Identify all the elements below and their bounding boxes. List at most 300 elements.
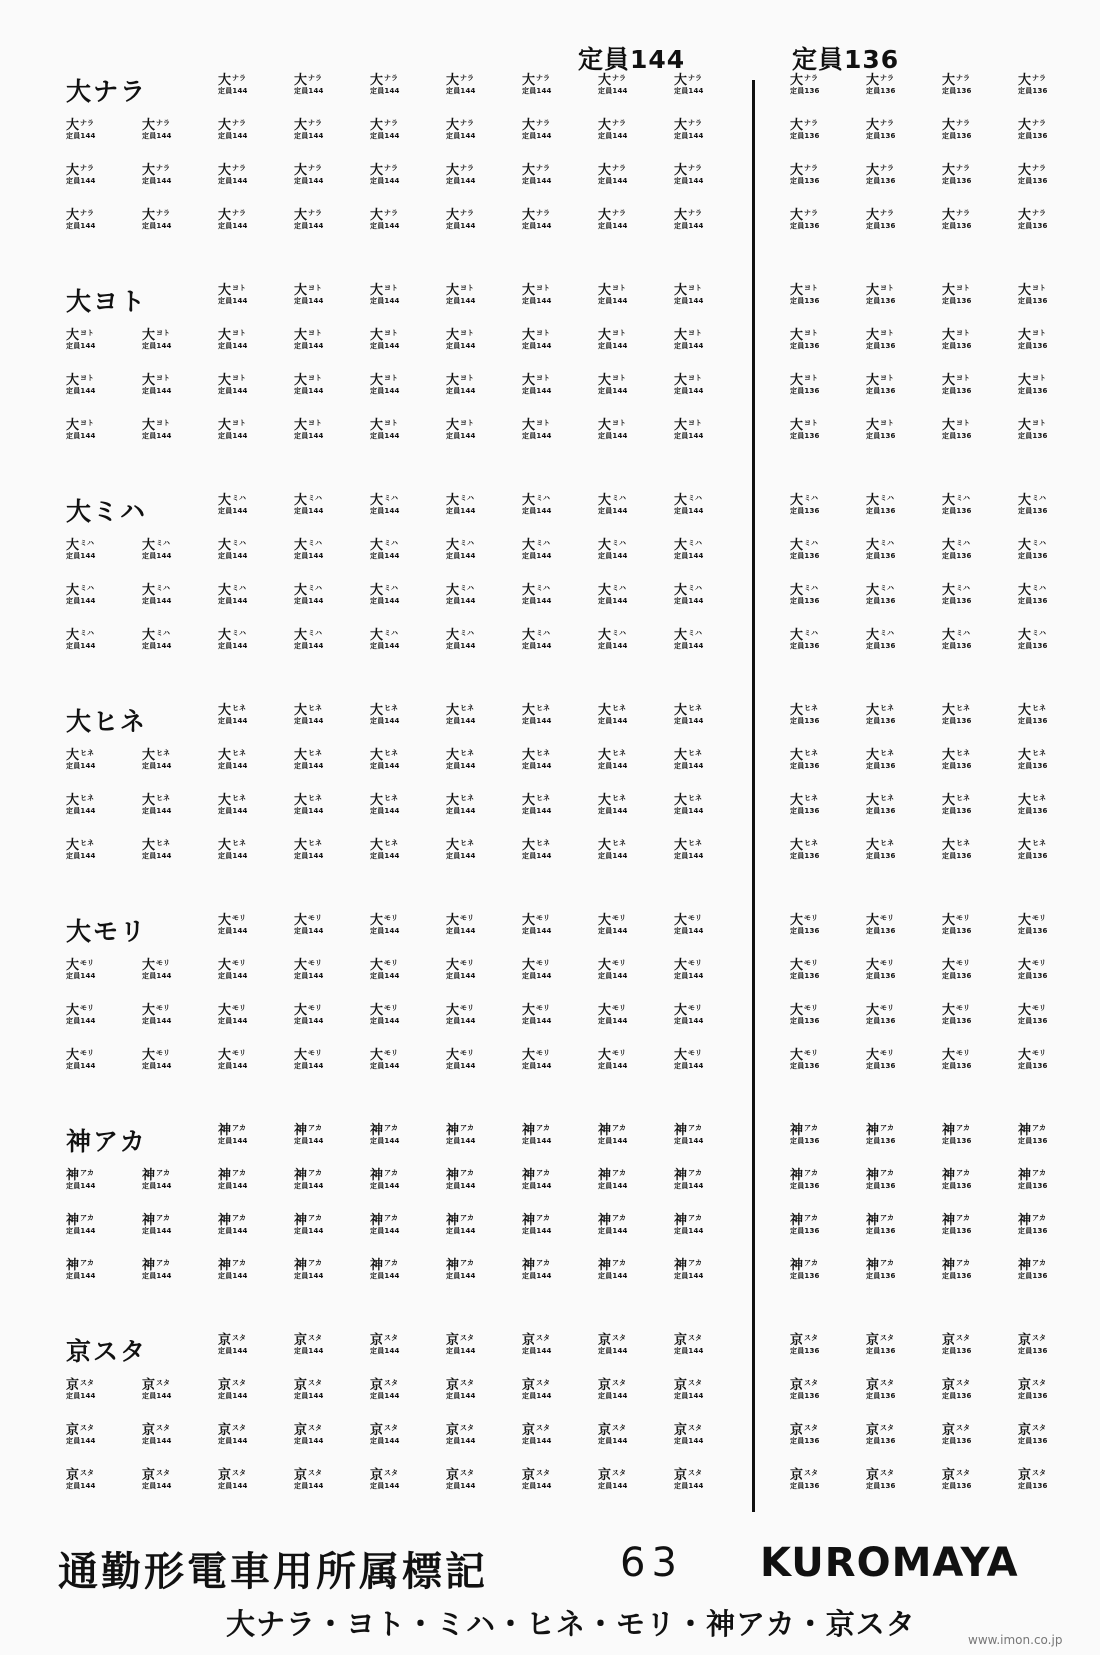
mark-kanji: 大 xyxy=(142,838,156,853)
mark-kana: ナラ xyxy=(308,164,323,172)
mark-kana: ヨト xyxy=(804,419,819,427)
mark-kana: ナラ xyxy=(308,209,323,217)
mark-capacity: 定員136 xyxy=(790,717,820,725)
mark-kana: アカ xyxy=(232,1169,246,1177)
depot-mark xyxy=(1018,1004,1068,1030)
depot-mark xyxy=(218,74,268,100)
mark-capacity: 定員136 xyxy=(942,642,972,650)
depot-mark xyxy=(674,374,724,400)
mark-kanji: 京 xyxy=(866,1378,880,1393)
mark-capacity: 定員136 xyxy=(866,297,896,305)
mark-capacity: 定員144 xyxy=(142,1272,172,1280)
depot-mark xyxy=(866,839,916,865)
mark-kanji: 大 xyxy=(942,208,956,223)
mark-kana: スタ xyxy=(384,1424,399,1432)
mark-kana: ヨト xyxy=(384,329,399,337)
depot-mark xyxy=(790,74,840,100)
mark-capacity: 定員144 xyxy=(598,1137,628,1145)
mark-capacity: 定員144 xyxy=(674,552,704,560)
mark-capacity: 定員136 xyxy=(866,222,896,230)
mark-capacity: 定員144 xyxy=(66,1227,96,1235)
mark-capacity: 定員144 xyxy=(294,1347,324,1355)
mark-kanji: 大 xyxy=(446,748,460,763)
mark-capacity: 定員144 xyxy=(370,432,400,440)
mark-capacity: 定員144 xyxy=(66,387,96,395)
mark-kana: ヒネ xyxy=(460,704,475,712)
depot-mark xyxy=(942,1469,992,1495)
depot-mark xyxy=(942,794,992,820)
depot-mark xyxy=(522,794,572,820)
mark-kanji: 大 xyxy=(1018,73,1032,88)
mark-kanji: 大 xyxy=(1018,208,1032,223)
mark-capacity: 定員144 xyxy=(218,132,248,140)
mark-capacity: 定員144 xyxy=(66,972,96,980)
mark-kanji: 京 xyxy=(218,1378,232,1393)
mark-capacity: 定員144 xyxy=(370,972,400,980)
mark-kana: ミハ xyxy=(688,494,703,502)
mark-kanji: 大 xyxy=(790,328,804,343)
depot-mark xyxy=(522,1259,572,1285)
depot-mark xyxy=(142,1379,192,1405)
mark-kanji: 大 xyxy=(598,958,612,973)
depot-mark xyxy=(674,629,724,655)
mark-kana: ミハ xyxy=(384,629,399,637)
depot-mark xyxy=(598,794,648,820)
mark-kana: ナラ xyxy=(956,74,971,82)
mark-kana: ヒネ xyxy=(232,704,247,712)
depot-mark xyxy=(218,1049,268,1075)
mark-capacity: 定員136 xyxy=(942,222,972,230)
mark-kana: モリ xyxy=(956,959,971,967)
depot-mark xyxy=(866,1214,916,1240)
depot-mark xyxy=(294,1049,344,1075)
depot-mark xyxy=(370,959,420,985)
mark-kanji: 大 xyxy=(942,493,956,508)
mark-kanji: 神 xyxy=(218,1213,232,1228)
mark-kanji: 神 xyxy=(522,1258,536,1273)
mark-kanji: 大 xyxy=(142,793,156,808)
mark-capacity: 定員144 xyxy=(218,927,248,935)
mark-kana: ヨト xyxy=(536,374,551,382)
mark-kanji: 京 xyxy=(446,1378,460,1393)
mark-capacity: 定員144 xyxy=(674,852,704,860)
depot-mark xyxy=(370,164,420,190)
mark-kana: ヨト xyxy=(688,284,703,292)
mark-capacity: 定員136 xyxy=(790,552,820,560)
mark-capacity: 定員144 xyxy=(370,1017,400,1025)
mark-kanji: 大 xyxy=(446,583,460,598)
mark-kanji: 大 xyxy=(294,913,308,928)
mark-capacity: 定員144 xyxy=(218,507,248,515)
mark-kana: アカ xyxy=(308,1169,322,1177)
mark-kana: ナラ xyxy=(536,209,551,217)
depot-mark xyxy=(1018,209,1068,235)
mark-capacity: 定員136 xyxy=(790,1017,820,1025)
depot-mark xyxy=(218,584,268,610)
depot-mark xyxy=(370,284,420,310)
depot-mark xyxy=(942,1424,992,1450)
mark-kanji: 京 xyxy=(446,1333,460,1348)
mark-kana: アカ xyxy=(612,1259,626,1267)
mark-kanji: 大 xyxy=(942,913,956,928)
mark-kana: アカ xyxy=(880,1214,894,1222)
mark-kana: ヨト xyxy=(688,374,703,382)
depot-mark xyxy=(446,74,496,100)
mark-kanji: 大 xyxy=(1018,838,1032,853)
mark-capacity: 定員144 xyxy=(598,927,628,935)
mark-kanji: 大 xyxy=(598,838,612,853)
mark-kana: スタ xyxy=(156,1469,171,1477)
mark-capacity: 定員144 xyxy=(370,1392,400,1400)
mark-capacity: 定員144 xyxy=(370,87,400,95)
mark-kana: モリ xyxy=(536,959,551,967)
mark-capacity: 定員144 xyxy=(370,132,400,140)
depot-mark xyxy=(522,1424,572,1450)
mark-kana: ミハ xyxy=(232,584,247,592)
depot-mark xyxy=(142,959,192,985)
mark-kanji: 大 xyxy=(942,418,956,433)
depot-mark xyxy=(142,1049,192,1075)
mark-capacity: 定員144 xyxy=(218,1227,248,1235)
mark-capacity: 定員144 xyxy=(522,132,552,140)
depot-mark xyxy=(790,284,840,310)
mark-capacity: 定員144 xyxy=(370,342,400,350)
depot-mark xyxy=(446,164,496,190)
mark-capacity: 定員144 xyxy=(294,642,324,650)
mark-kanji: 京 xyxy=(66,1378,80,1393)
mark-capacity: 定員144 xyxy=(522,222,552,230)
group-label: 大ヨト xyxy=(66,287,148,316)
mark-capacity: 定員144 xyxy=(218,762,248,770)
depot-mark xyxy=(866,1469,916,1495)
depot-mark xyxy=(294,1469,344,1495)
mark-kana: ミハ xyxy=(612,494,627,502)
mark-kana: ナラ xyxy=(880,164,895,172)
mark-kana: ミハ xyxy=(536,629,551,637)
mark-kana: ヒネ xyxy=(956,749,971,757)
mark-kana: ナラ xyxy=(536,74,551,82)
mark-kanji: 神 xyxy=(294,1258,308,1273)
depot-mark xyxy=(942,914,992,940)
mark-kanji: 大 xyxy=(598,493,612,508)
depot-mark xyxy=(674,1379,724,1405)
depot-mark xyxy=(866,74,916,100)
mark-kanji: 京 xyxy=(370,1423,384,1438)
mark-kanji: 大 xyxy=(674,418,688,433)
depot-mark xyxy=(674,794,724,820)
mark-kanji: 神 xyxy=(598,1258,612,1273)
mark-kanji: 大 xyxy=(866,628,880,643)
mark-capacity: 定員144 xyxy=(370,642,400,650)
mark-kana: アカ xyxy=(1032,1124,1046,1132)
depot-mark xyxy=(66,419,116,445)
mark-kana: アカ xyxy=(688,1214,702,1222)
depot-mark xyxy=(370,914,420,940)
mark-kana: ヒネ xyxy=(1032,749,1047,757)
depot-mark xyxy=(294,1424,344,1450)
depot-mark xyxy=(866,1379,916,1405)
column-divider xyxy=(752,80,755,1512)
mark-capacity: 定員144 xyxy=(370,297,400,305)
mark-kana: ミハ xyxy=(80,629,95,637)
mark-kanji: 大 xyxy=(790,583,804,598)
mark-kanji: 大 xyxy=(598,418,612,433)
mark-kana: スタ xyxy=(460,1469,475,1477)
mark-kana: モリ xyxy=(156,1049,171,1057)
mark-capacity: 定員136 xyxy=(790,1437,820,1445)
mark-kanji: 大 xyxy=(674,703,688,718)
mark-kanji: 大 xyxy=(66,628,80,643)
mark-capacity: 定員136 xyxy=(866,1482,896,1490)
mark-capacity: 定員136 xyxy=(790,762,820,770)
mark-kanji: 京 xyxy=(1018,1378,1032,1393)
mark-capacity: 定員144 xyxy=(142,387,172,395)
mark-capacity: 定員144 xyxy=(446,642,476,650)
mark-kana: ナラ xyxy=(688,164,703,172)
mark-capacity: 定員144 xyxy=(142,432,172,440)
mark-kanji: 大 xyxy=(942,838,956,853)
depot-mark xyxy=(1018,1469,1068,1495)
mark-capacity: 定員136 xyxy=(1018,432,1048,440)
mark-kana: ヒネ xyxy=(156,794,171,802)
mark-capacity: 定員144 xyxy=(294,927,324,935)
depot-mark xyxy=(674,74,724,100)
mark-kanji: 大 xyxy=(866,283,880,298)
mark-kanji: 大 xyxy=(218,283,232,298)
mark-kanji: 大 xyxy=(294,283,308,298)
mark-kana: ヒネ xyxy=(80,749,95,757)
mark-kanji: 大 xyxy=(674,118,688,133)
depot-mark xyxy=(522,704,572,730)
mark-kana: ミハ xyxy=(156,584,171,592)
mark-kanji: 神 xyxy=(294,1123,308,1138)
mark-capacity: 定員136 xyxy=(942,972,972,980)
mark-kana: スタ xyxy=(1032,1424,1047,1432)
mark-capacity: 定員144 xyxy=(598,1227,628,1235)
mark-kana: アカ xyxy=(536,1169,550,1177)
mark-kana: ヨト xyxy=(308,374,323,382)
depot-mark xyxy=(1018,1214,1068,1240)
mark-kana: アカ xyxy=(156,1259,170,1267)
mark-capacity: 定員144 xyxy=(674,1182,704,1190)
depot-mark xyxy=(446,374,496,400)
mark-kanji: 京 xyxy=(142,1423,156,1438)
mark-kanji: 神 xyxy=(866,1123,880,1138)
mark-kanji: 大 xyxy=(218,583,232,598)
mark-capacity: 定員136 xyxy=(866,177,896,185)
depot-mark xyxy=(790,1004,840,1030)
mark-kanji: 大 xyxy=(142,418,156,433)
mark-kanji: 大 xyxy=(598,373,612,388)
mark-kana: ヨト xyxy=(956,284,971,292)
mark-kana: ヒネ xyxy=(308,794,323,802)
mark-kana: ヨト xyxy=(156,329,171,337)
mark-capacity: 定員144 xyxy=(218,1137,248,1145)
mark-kana: ヨト xyxy=(1032,329,1047,337)
mark-capacity: 定員136 xyxy=(866,972,896,980)
depot-mark xyxy=(1018,374,1068,400)
mark-kanji: 京 xyxy=(674,1378,688,1393)
mark-kanji: 大 xyxy=(294,1003,308,1018)
mark-kanji: 京 xyxy=(598,1468,612,1483)
depot-mark xyxy=(598,1169,648,1195)
mark-kana: アカ xyxy=(384,1259,398,1267)
mark-kana: ナラ xyxy=(460,164,475,172)
mark-capacity: 定員136 xyxy=(1018,87,1048,95)
depot-mark xyxy=(1018,494,1068,520)
mark-capacity: 定員144 xyxy=(674,297,704,305)
mark-kana: モリ xyxy=(80,1049,95,1057)
depot-mark xyxy=(942,284,992,310)
depot-mark xyxy=(370,374,420,400)
mark-kana: ヒネ xyxy=(384,749,399,757)
depot-mark xyxy=(294,1124,344,1150)
mark-capacity: 定員144 xyxy=(674,717,704,725)
mark-capacity: 定員144 xyxy=(522,432,552,440)
mark-kanji: 大 xyxy=(142,583,156,598)
mark-kanji: 神 xyxy=(866,1258,880,1273)
mark-kana: ナラ xyxy=(384,119,399,127)
mark-kanji: 大 xyxy=(790,1048,804,1063)
mark-kanji: 大 xyxy=(598,748,612,763)
mark-capacity: 定員136 xyxy=(1018,1482,1048,1490)
mark-kana: アカ xyxy=(956,1124,970,1132)
mark-capacity: 定員136 xyxy=(1018,1347,1048,1355)
mark-kanji: 京 xyxy=(790,1378,804,1393)
mark-kana: ナラ xyxy=(804,164,819,172)
mark-kana: ヨト xyxy=(232,374,247,382)
mark-kana: アカ xyxy=(156,1169,170,1177)
mark-kana: ヒネ xyxy=(80,839,95,847)
mark-kana: ミハ xyxy=(880,629,895,637)
mark-capacity: 定員136 xyxy=(866,552,896,560)
depot-mark xyxy=(866,419,916,445)
mark-capacity: 定員136 xyxy=(942,432,972,440)
mark-kana: モリ xyxy=(308,959,323,967)
mark-capacity: 定員144 xyxy=(142,807,172,815)
mark-kanji: 大 xyxy=(522,163,536,178)
depot-mark xyxy=(1018,839,1068,865)
mark-capacity: 定員144 xyxy=(370,1437,400,1445)
mark-kanji: 神 xyxy=(446,1258,460,1273)
mark-capacity: 定員136 xyxy=(942,1062,972,1070)
mark-kanji: 大 xyxy=(522,583,536,598)
depot-mark xyxy=(370,419,420,445)
mark-capacity: 定員136 xyxy=(866,132,896,140)
mark-kanji: 大 xyxy=(294,628,308,643)
mark-kana: ヨト xyxy=(80,374,95,382)
mark-kana: モリ xyxy=(612,914,627,922)
depot-mark xyxy=(446,1124,496,1150)
mark-kanji: 大 xyxy=(370,583,384,598)
mark-capacity: 定員144 xyxy=(522,342,552,350)
mark-kanji: 大 xyxy=(142,208,156,223)
mark-capacity: 定員144 xyxy=(370,507,400,515)
mark-capacity: 定員136 xyxy=(790,852,820,860)
mark-capacity: 定員144 xyxy=(370,1182,400,1190)
depot-mark xyxy=(790,374,840,400)
mark-kana: スタ xyxy=(956,1469,971,1477)
depot-mark xyxy=(674,1424,724,1450)
depot-mark xyxy=(66,1259,116,1285)
mark-kana: ヒネ xyxy=(1032,839,1047,847)
depot-mark xyxy=(446,629,496,655)
depot-mark xyxy=(522,374,572,400)
mark-kana: ヨト xyxy=(612,419,627,427)
mark-capacity: 定員144 xyxy=(294,972,324,980)
depot-mark xyxy=(66,1214,116,1240)
depot-mark xyxy=(294,914,344,940)
mark-capacity: 定員136 xyxy=(790,177,820,185)
depot-mark xyxy=(1018,74,1068,100)
mark-capacity: 定員144 xyxy=(218,432,248,440)
mark-kana: ヨト xyxy=(232,419,247,427)
depot-mark xyxy=(866,539,916,565)
mark-kanji: 大 xyxy=(1018,583,1032,598)
mark-capacity: 定員144 xyxy=(598,507,628,515)
mark-kanji: 大 xyxy=(942,1048,956,1063)
mark-kanji: 京 xyxy=(66,1423,80,1438)
mark-kanji: 京 xyxy=(218,1333,232,1348)
mark-capacity: 定員144 xyxy=(598,87,628,95)
depot-mark xyxy=(790,164,840,190)
mark-capacity: 定員144 xyxy=(674,222,704,230)
depot-mark xyxy=(674,749,724,775)
mark-capacity: 定員144 xyxy=(370,1347,400,1355)
depot-mark xyxy=(522,539,572,565)
mark-kanji: 大 xyxy=(1018,118,1032,133)
mark-capacity: 定員144 xyxy=(522,642,552,650)
mark-kanji: 大 xyxy=(866,118,880,133)
mark-capacity: 定員136 xyxy=(1018,597,1048,605)
mark-kana: スタ xyxy=(612,1469,627,1477)
depot-mark xyxy=(218,164,268,190)
mark-kana: ヒネ xyxy=(232,839,247,847)
mark-kana: ミハ xyxy=(232,629,247,637)
depot-mark xyxy=(598,629,648,655)
mark-capacity: 定員136 xyxy=(866,342,896,350)
depot-mark xyxy=(446,839,496,865)
depot-mark xyxy=(790,1469,840,1495)
mark-kanji: 神 xyxy=(370,1258,384,1273)
mark-kana: ナラ xyxy=(1032,74,1047,82)
mark-kanji: 大 xyxy=(1018,748,1032,763)
mark-kanji: 大 xyxy=(294,328,308,343)
mark-capacity: 定員144 xyxy=(598,1347,628,1355)
mark-kanji: 大 xyxy=(522,913,536,928)
depot-mark xyxy=(294,959,344,985)
mark-kana: モリ xyxy=(880,914,895,922)
mark-kana: アカ xyxy=(956,1214,970,1222)
depot-mark xyxy=(294,1169,344,1195)
mark-kana: モリ xyxy=(804,914,819,922)
mark-kana: スタ xyxy=(880,1469,895,1477)
mark-kana: アカ xyxy=(460,1124,474,1132)
mark-capacity: 定員136 xyxy=(942,297,972,305)
mark-capacity: 定員136 xyxy=(1018,807,1048,815)
mark-kana: ヨト xyxy=(460,419,475,427)
depot-mark xyxy=(446,284,496,310)
mark-capacity: 定員144 xyxy=(446,1482,476,1490)
mark-kanji: 大 xyxy=(866,958,880,973)
depot-mark xyxy=(866,1124,916,1150)
depot-mark xyxy=(1018,1169,1068,1195)
mark-kanji: 大 xyxy=(294,118,308,133)
mark-capacity: 定員136 xyxy=(790,507,820,515)
mark-kanji: 京 xyxy=(866,1333,880,1348)
mark-kanji: 神 xyxy=(1018,1213,1032,1228)
mark-capacity: 定員144 xyxy=(598,1392,628,1400)
